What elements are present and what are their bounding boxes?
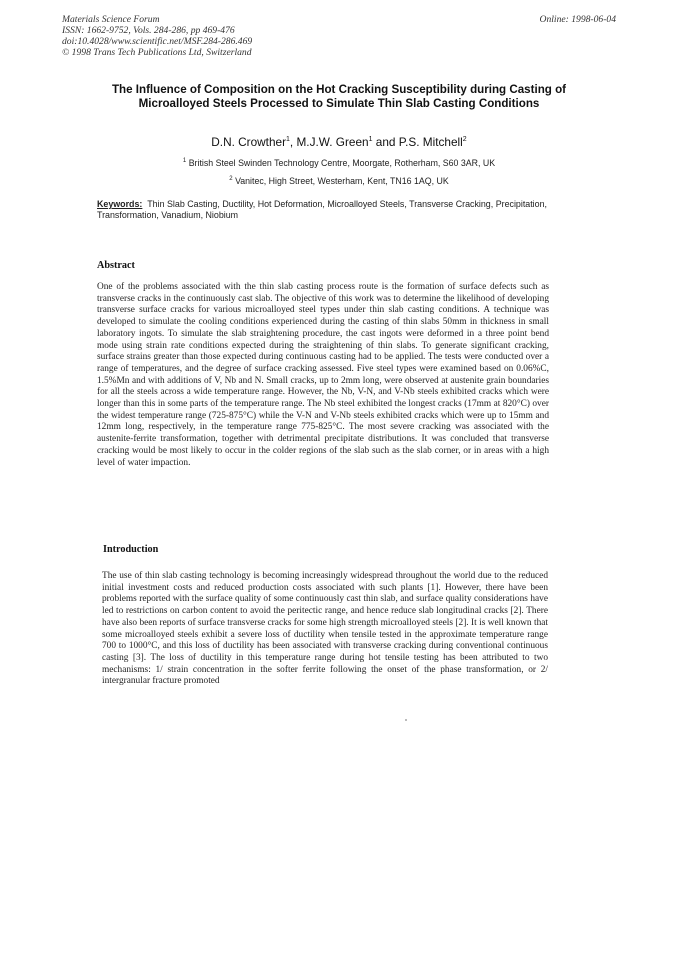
author-affil-sup: 1: [286, 136, 290, 143]
abstract-text: One of the problems associated with the thin slab casting process route is the formation of surface defects such as transverse cracks in the continuously cast slab. The objective of this work was to determine the likelihood of developing transverse surface cracks for various microalloyed steel types under thin slab casting conditions. A technique was developed to simulate the cooling conditions experienced during the casting of thin slabs 50mm in thickness in small laboratory ingots. To simulate the slab straightening procedure, the cast ingots were deformed in a three point bend mode using strain rate conditions expected during the straightening of thin slabs. To generate significant cracking, surface strains greater than those expected during continuous casting had to be applied. The tests were conducted over a range of temperatures, and the degree of surface cracking assessed. Five steel types were examined based on 0.06%C, 1.5%Mn and with additions of V, Nb and N. Small cracks, up to 2mm long, were observed at austenite grain boundaries for all the steels across a wide temperature range. However, the Nb, V-N, and V-Nb steels exhibited cracks which were longer than this in some parts of the temperature range. The Nb steel exhibited the longest cracks (17mm at 820°C) over the widest temperature range (725-875°C) while the V-N and V-Nb steels exhibited cracks which were up to 15mm and 12mm long, respectively, in the temperature range 775-825°C. The most severe cracking was associated with the austenite-ferrite transformation, together with detrimental precipitate distributions. It was concluded that transverse cracking would be most likely to occur in the colder regions of the slab such as the slab corner, or in areas with a high level of water impaction.: [97, 282, 549, 468]
online-date: Online: 1998-06-04: [539, 14, 616, 25]
doi-line: doi:10.4028/www.scientific.net/MSF.284-286.469: [62, 36, 253, 47]
scan-speck: [405, 719, 407, 721]
issn-line: ISSN: 1662-9752, Vols. 284-286, pp 469-476: [62, 25, 235, 36]
author-list: [100, 135, 578, 149]
keywords-label: Keywords:: [97, 199, 143, 209]
affiliation-sup: 2: [229, 176, 233, 182]
copyright-line: © 1998 Trans Tech Publications Ltd, Switzerland: [62, 47, 252, 58]
author-name: M.J.W. Green: [296, 135, 369, 149]
affiliation-sup: 1: [182, 158, 187, 164]
author-name: P.S. Mitchell: [398, 135, 463, 149]
affiliation-text: British Steel Swinden Technology Centre, Moorgate, Rotherham, S60 3AR, UK: [188, 158, 496, 168]
paper-title: The Influence of Composition on the Hot Cracking Susceptibility during Casting of Microalloyed Steels Processed to Simulate Thin Slab Casting Conditions: [111, 83, 567, 110]
author-affil-sup: 1: [368, 136, 373, 143]
introduction-text: The use of thin slab casting technology is becoming increasingly widespread throughout the world due to the reduced initial investment costs and reduced production costs associated with such plants [1]. However, there have been problems reported with the surface quality of some continuously cast thin slab, and surface quality considerations have led to restrictions on carbon content to avoid the peritectic range, and hence reduce slab longitudinal cracks [2]. There have also been reports of surface transverse cracks for some high strength microalloyed steels [2]. It is well known that some microalloyed steels exhibit a severe loss of ductility when tensile tested in the approximate temperature range 700 to 1000°C, and this loss of ductility has been associated with transverse cracking during conventional continuous casting [3]. The loss of ductility in this temperature range during hot tensile testing has been attributed to two mechanisms: 1/ strain concentration in the softer ferrite following the onset of the phase transformation, or 2/ intergranular fracture promoted: [102, 571, 548, 687]
keywords-block: [97, 199, 547, 221]
affiliation-text: Vanitec, High Street, Westerham, Kent, TN16 1AQ, UK: [235, 176, 449, 186]
author-name: D.N. Crowther: [211, 135, 287, 149]
introduction-heading: Introduction: [103, 544, 159, 555]
author-separator: ,: [289, 135, 297, 149]
abstract-heading: Abstract: [97, 260, 135, 271]
affiliation-2: [80, 176, 598, 186]
journal-name: Materials Science Forum: [62, 14, 160, 25]
affiliation-1: [80, 158, 598, 168]
author-separator: and: [372, 135, 399, 149]
keywords-text: Thin Slab Casting, Ductility, Hot Deformation, Microalloyed Steels, Transverse Cracking, Precipitation, Transformation, Vanadium, Niobium: [97, 199, 547, 221]
author-affil-sup: 2: [462, 136, 467, 143]
journal-header: [62, 14, 252, 58]
